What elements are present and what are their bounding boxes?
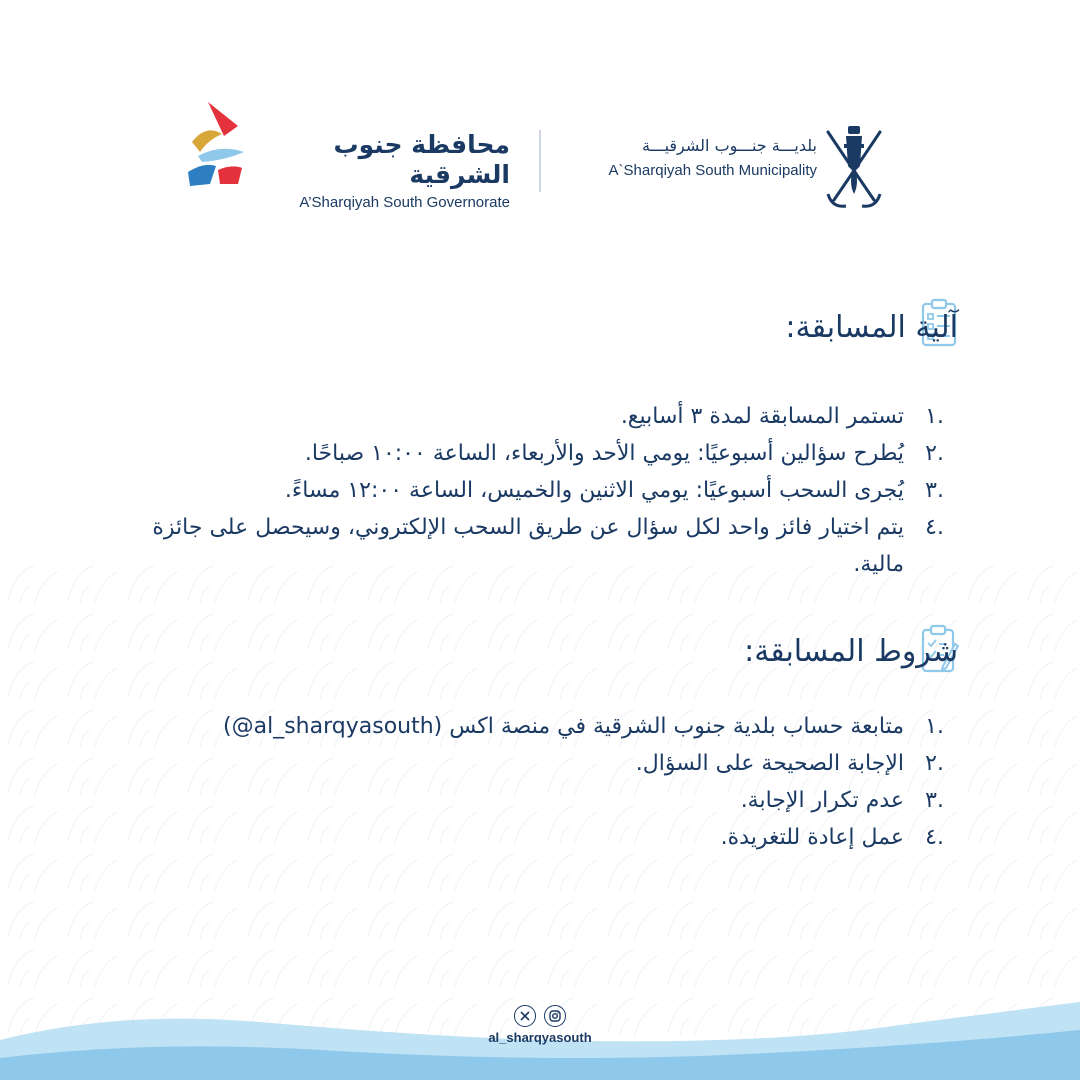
- municipality-name-ar: بلديـــة جنـــوب الشرقيـــة: [641, 136, 817, 155]
- municipality-name-en: A`Sharqiyah South Municipality: [608, 162, 817, 179]
- list-item: .٣ يُجرى السحب أسبوعيًا: يومي الاثنين والخميس، الساعة ١٢:٠٠ مساءً.: [284, 478, 944, 503]
- governorate-name-en: A’Sharqiyah South Governorate: [299, 194, 510, 211]
- conditions-title: شروط المسابقة:: [744, 634, 958, 669]
- oman-emblem-icon: [818, 122, 890, 212]
- governorate-name: [255, 130, 510, 214]
- list-item: .٢ الإجابة الصحيحة على السؤال.: [635, 751, 944, 776]
- social-icons: [0, 1005, 1080, 1027]
- conditions-list: [114, 708, 944, 856]
- list-item: .١ تستمر المسابقة لمدة ٣ أسابيع.: [620, 404, 944, 429]
- list-item: .٢ يُطرح سؤالين أسبوعيًا: يومي الأحد والأربعاء، الساعة ١٠:٠٠ صباحًا.: [304, 441, 944, 466]
- footer: [0, 1005, 1080, 1045]
- municipality-name: [562, 135, 817, 182]
- list-item: .١ متابعة حساب بلدية جنوب الشرقية في منصة اكس (al_sharqyasouth@): [223, 714, 944, 739]
- mechanism-title: آلية المسابقة:: [785, 310, 958, 345]
- mechanism-list: [114, 398, 944, 583]
- header: [0, 100, 1080, 210]
- instagram-icon[interactable]: [544, 1005, 566, 1027]
- social-handle[interactable]: al_sharqyasouth: [488, 1030, 592, 1045]
- list-item: .٤ عمل إعادة للتغريدة.: [720, 825, 944, 850]
- header-divider: [539, 130, 541, 192]
- x-icon[interactable]: [514, 1005, 536, 1027]
- governorate-logo-icon: [186, 100, 248, 192]
- governorate-name-ar: محافظة جنوب الشرقية: [333, 130, 510, 189]
- list-item: .٣ عدم تكرار الإجابة.: [740, 788, 944, 813]
- list-item: .٤ يتم اختيار فائز واحد لكل سؤال عن طريق السحب الإلكتروني، وسيحصل على جائزة مالية.: [152, 515, 944, 577]
